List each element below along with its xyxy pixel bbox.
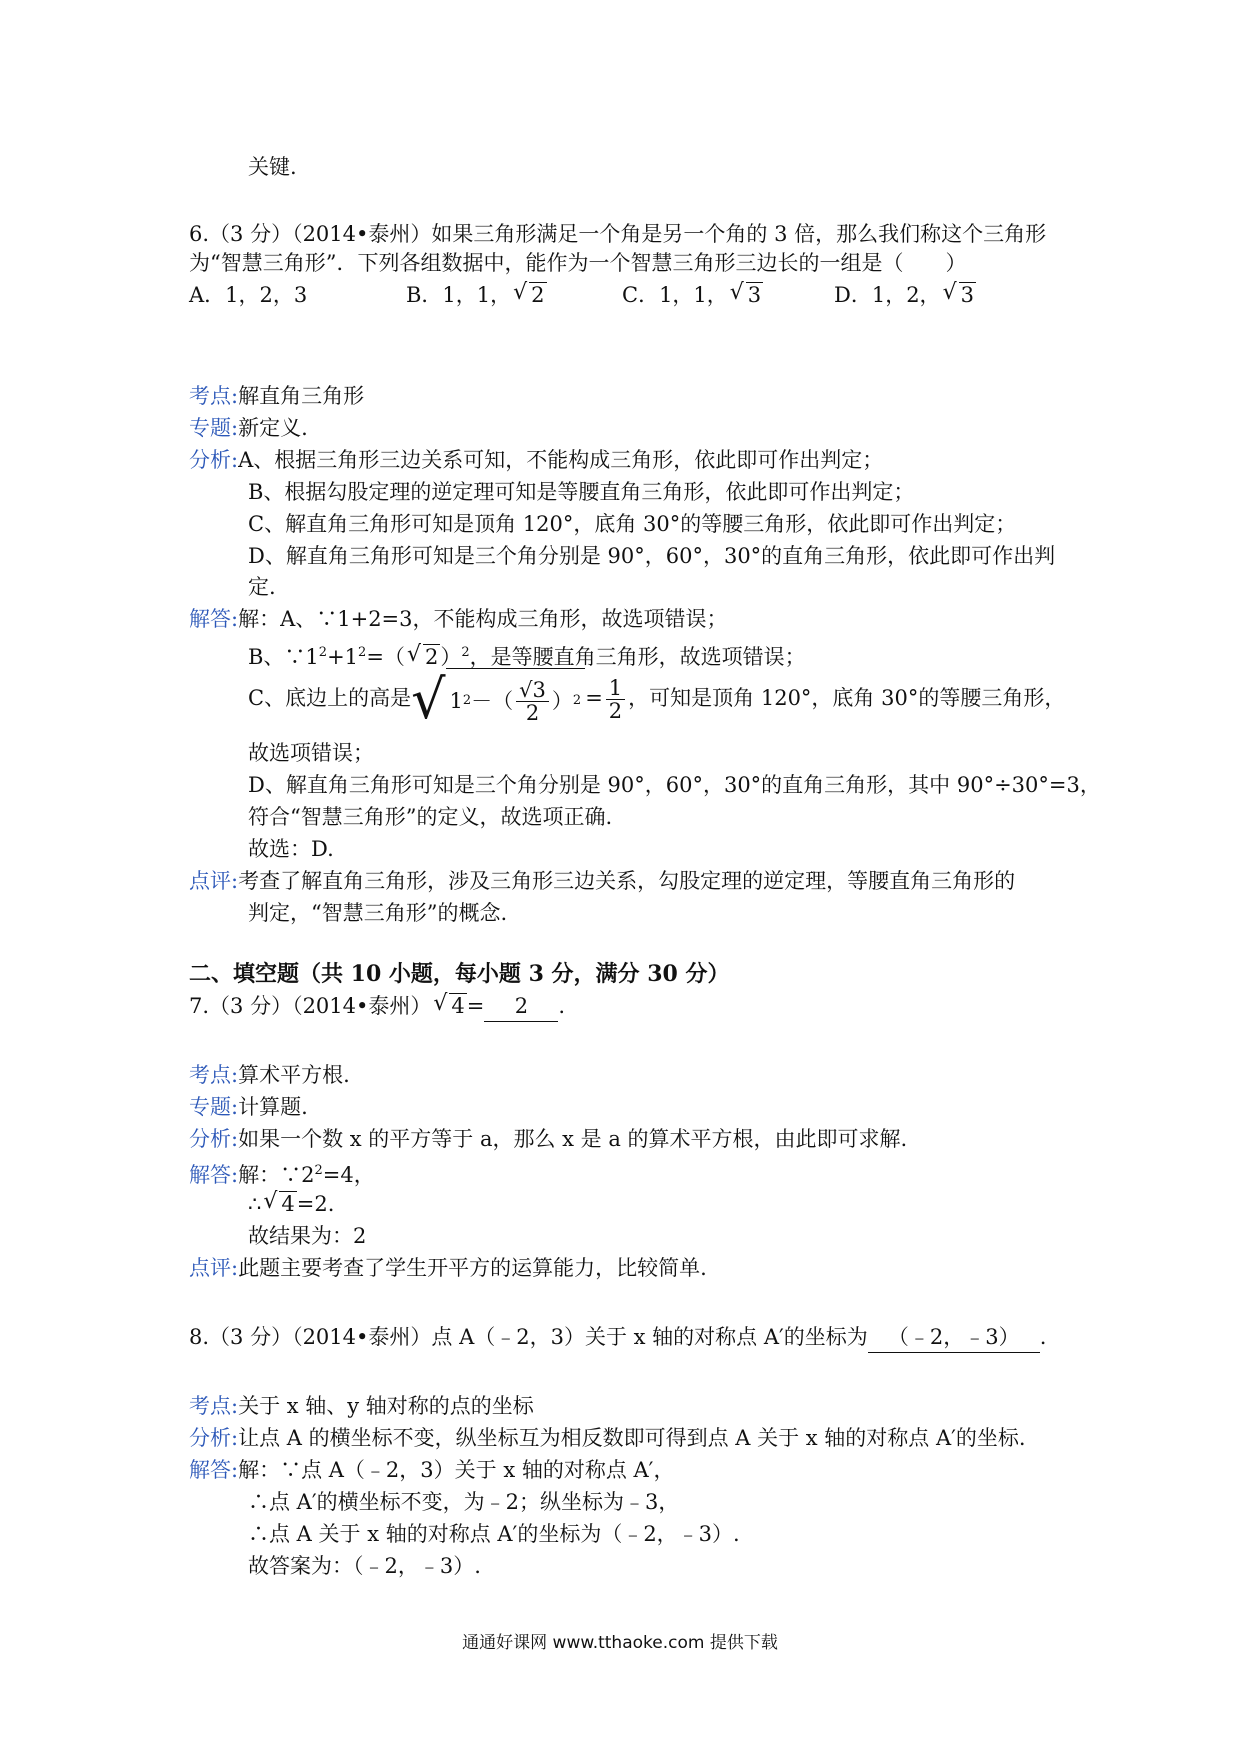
- q6-dianping1: 点评:考查了解直角三角形，涉及三角形三边关系，勾股定理的逆定理，等腰直角三角形的: [189, 869, 1016, 893]
- q6-zhuanti: 专题:新定义.: [189, 416, 308, 440]
- q6-jieda-d2: 符合“智慧三角形”的定义，故选项正确.: [248, 805, 613, 829]
- q8-jieda1: 解答:解：∵点 A（﹣2，3）关于 x 轴的对称点 A′，: [189, 1458, 675, 1482]
- q7-fenxi: 分析:如果一个数 x 的平方等于 a，那么 x 是 a 的算术平方根，由此即可求解.: [189, 1127, 908, 1151]
- q6-kaodian: 考点:解直角三角形: [189, 384, 365, 408]
- q6-fenxi-a: 分析:A、根据三角形三边关系可知，不能构成三角形，依此即可作出判定；: [189, 448, 884, 472]
- q7-jieda2: ∴√ 4=2.: [248, 1189, 334, 1219]
- q8-answer-blank: （﹣2，﹣3）: [868, 1322, 1040, 1353]
- q8-fenxi: 分析:让点 A 的横坐标不变，纵坐标互为相反数即可得到点 A 关于 x 轴的对称点 A′的坐标.: [189, 1426, 1026, 1450]
- q8-jieda4: 故答案为：（﹣2，﹣3）.: [248, 1554, 481, 1578]
- q6-jieda-a: 解答:解：A、∵1+2=3，不能构成三角形，故选项错误；: [189, 607, 728, 631]
- q6-option-d: D．1，2，√ 3: [834, 280, 976, 310]
- q6-option-a: A．1，2，3: [189, 283, 308, 307]
- q6-jieda-b: B、$\because 1^2+1^2=(√$ 2）$^2$，是等腰直角三角形，故选项错误；: [248, 638, 806, 672]
- q8-jieda3: ∴点 A 关于 x 轴的对称点 A′的坐标为（﹣2，﹣3）.: [248, 1522, 740, 1546]
- q6-dianping2: 判定，“智慧三角形”的概念.: [248, 901, 508, 925]
- q8-jieda2: ∴点 A′的横坐标不变，为﹣2；纵坐标为﹣3，: [248, 1490, 680, 1514]
- q6-jieda-c2: 故选项错误；: [248, 741, 374, 765]
- q8-stem: 8.（3 分）（2014•泰州）点 A（﹣2，3）关于 x 轴的对称点 A′的坐标为 （﹣2，﹣3） .: [189, 1322, 1046, 1353]
- q7-stem: 7.（3 分）（2014•泰州）√ 4= 2 .: [189, 991, 565, 1022]
- q6-stem-line2: 为“智慧三角形”．下列各组数据中，能作为一个智慧三角形三边长的一组是（ ）: [189, 251, 967, 275]
- footer-text: 通通好课网 www.tthaoke.com 提供下载: [462, 1633, 778, 1653]
- q6-fenxi-b: B、根据勾股定理的逆定理可知是等腰直角三角形，依此即可作出判定；: [248, 480, 915, 504]
- q7-dianping: 点评:此题主要考查了学生开平方的运算能力，比较简单.: [189, 1256, 707, 1280]
- q6-jieda-c: C、底边上的高是 √ 1 2 －（ $\frac{√3}{2}$ ） 2 = $\frac{1}{2}$ ，可知是顶角 120°，底角 30°的等腰三角形，: [248, 667, 1066, 731]
- q7-kaodian: 考点:算术平方根.: [189, 1063, 350, 1087]
- q6-answer: 故选：D.: [248, 837, 334, 861]
- key-text: 关键.: [248, 155, 297, 179]
- q7-jieda1: 解答:解：$\because 2^2=4$，: [189, 1163, 375, 1187]
- q6-fenxi-d2: 定.: [248, 575, 276, 599]
- q6-fenxi-c: C、解直角三角形可知是顶角 120°，底角 30°的等腰三角形，依此即可作出判定；: [248, 512, 1017, 536]
- sqrt-expression: √ 1 2 －（ $\frac{√3}{2}$ ） 2: [411, 668, 585, 731]
- q7-jieda3: 故结果为：2: [248, 1224, 367, 1248]
- q6-jieda-d1: D、解直角三角形可知是三个角分别是 90°，60°，30°的直角三角形，其中 90°÷30°=3，: [248, 773, 1101, 797]
- q6-option-b: B．1，1，√ 2: [406, 280, 547, 310]
- q6-option-c: C．1，1，√ 3: [622, 280, 763, 310]
- section-title: 二、填空题（共 10 小题，每小题 3 分，满分 30 分）: [189, 961, 730, 987]
- q8-kaodian: 考点:关于 x 轴、y 轴对称的点的坐标: [189, 1394, 534, 1418]
- q6-fenxi-d1: D、解直角三角形可知是三个角分别是 90°，60°，30°的直角三角形，依此即可作出判: [248, 544, 1056, 568]
- q7-answer-blank: 2: [484, 991, 558, 1022]
- q7-zhuanti: 专题:计算题.: [189, 1095, 308, 1119]
- q6-stem-line1: 6.（3 分）（2014•泰州）如果三角形满足一个角是另一个角的 3 倍，那么我们称这个三角形: [189, 222, 1047, 246]
